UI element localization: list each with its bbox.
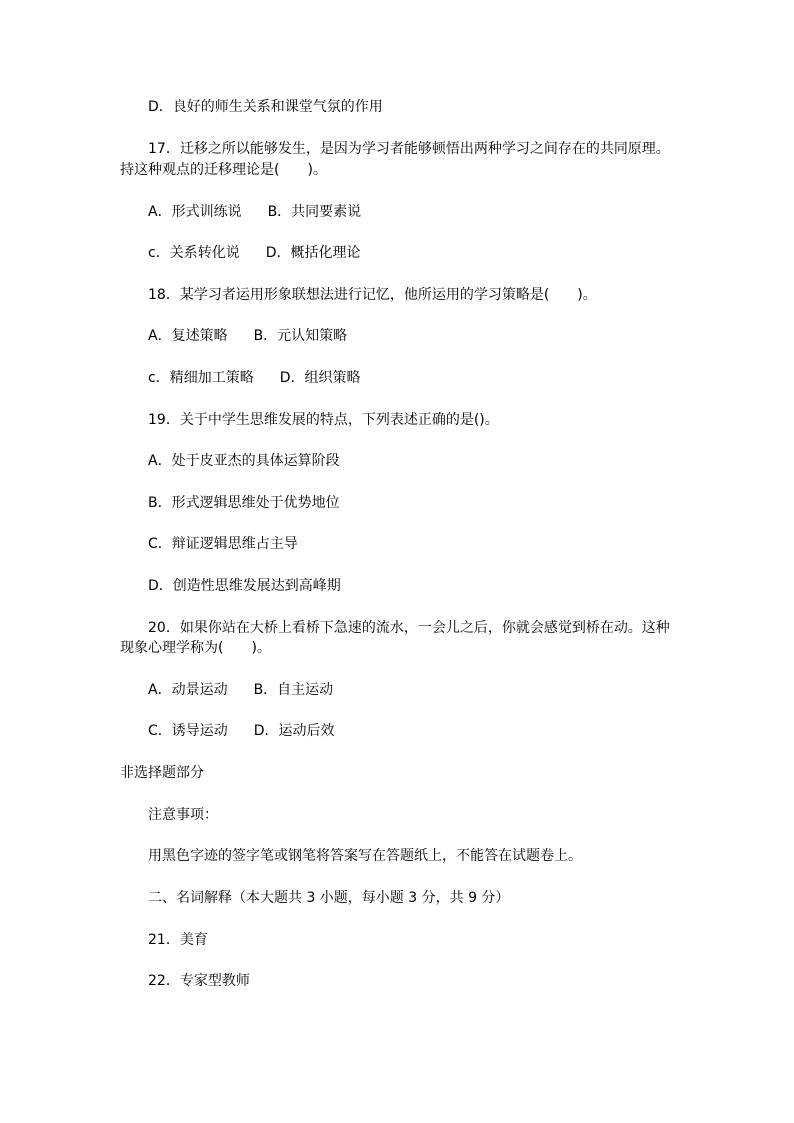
option-b: B．共同要素说 (267, 204, 362, 220)
question-19: 19．关于中学生思维发展的特点，下列表述正确的是()。 (148, 412, 499, 428)
option-c: C．诱导运动 (148, 723, 228, 739)
option-d: D．创造性思维发展达到高峰期 (148, 578, 341, 594)
option-c: C．辩证逻辑思维占主导 (148, 536, 298, 552)
option-b: B．自主运动 (253, 682, 334, 698)
notice-body: 用黑色字迹的签字笔或钢笔将答案写在答题纸上，不能答在试题卷上。 (148, 848, 582, 864)
options-row (148, 203, 361, 221)
option-a: A．复述策略 (148, 328, 228, 344)
option-d: D．概括化理论 (265, 245, 361, 261)
option-d: D．运动后效 (253, 723, 335, 739)
options-row (148, 369, 360, 387)
option-a: A．形式训练说 (148, 204, 242, 220)
section-2-heading: 二、名词解释（本大题共 3 小题，每小题 3 分，共 9 分） (148, 890, 510, 906)
question-18: 18．某学习者运用形象联想法进行记忆，他所运用的学习策略是( )。 (148, 287, 597, 303)
option-line: D．良好的师生关系和课堂气氛的作用 (148, 99, 383, 115)
question-17-line-1: 17．迁移之所以能够发生，是因为学习者能够顿悟出两种学习之间存在的共同原理。 (148, 141, 670, 157)
option-d: D．组织策略 (279, 370, 361, 386)
section-heading: 非选择题部分 (120, 765, 204, 781)
options-row (148, 681, 333, 699)
question-20-line-2: 现象心理学称为( )。 (120, 640, 271, 656)
options-row (148, 327, 347, 345)
option-a: A．动景运动 (148, 682, 228, 698)
option-c: c．精细加工策略 (148, 370, 254, 386)
options-row (148, 722, 335, 740)
option-b: B．形式逻辑思维处于优势地位 (148, 495, 340, 511)
question-17-line-2: 持这种观点的迁移理论是( )。 (120, 162, 327, 178)
option-c: c．关系转化说 (148, 245, 240, 261)
question-21: 21．美育 (148, 932, 208, 948)
notice-title: 注意事项： (148, 807, 218, 823)
question-22: 22．专家型教师 (148, 973, 250, 989)
option-a: A．处于皮亚杰的具体运算阶段 (148, 453, 340, 469)
question-20-line-1: 20．如果你站在大桥上看桥下急速的流水，一会儿之后，你就会感觉到桥在动。这种 (148, 620, 670, 636)
options-row (148, 244, 360, 262)
option-b: B．元认知策略 (253, 328, 348, 344)
